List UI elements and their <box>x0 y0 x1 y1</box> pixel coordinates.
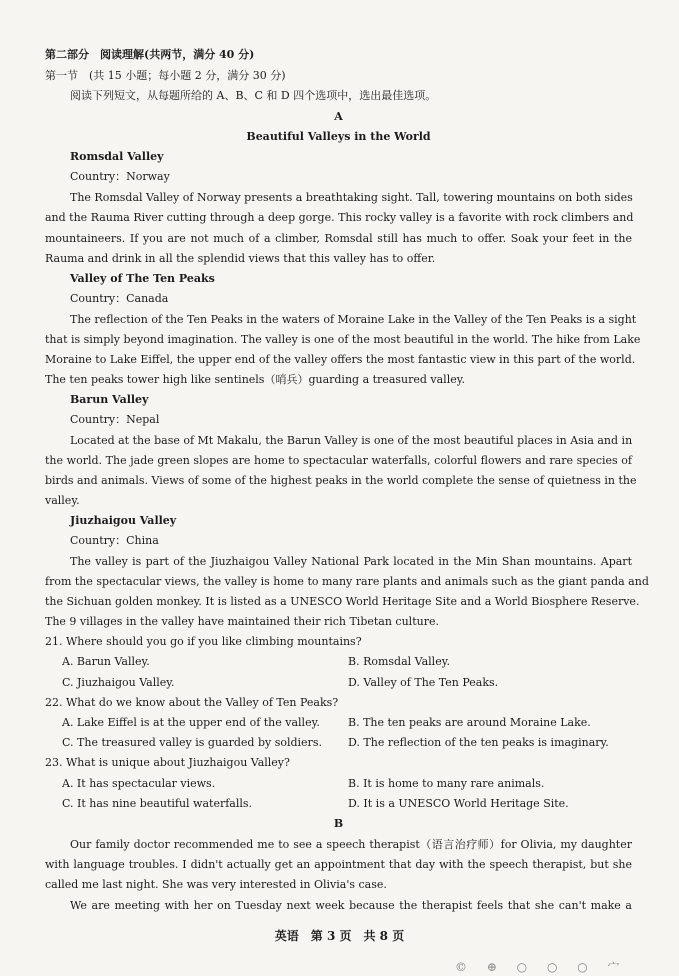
page-footer: 英语 第 3 页 共 8 页 <box>274 929 405 943</box>
option: A. It has spectacular views. <box>62 777 216 790</box>
valley-country: Country：China <box>70 534 159 547</box>
valley-country: Country：Canada <box>70 292 169 305</box>
part-heading: 第二部分 阅读理解(共两节，满分 40 分) <box>45 48 255 61</box>
option: A. Lake Eiffel is at the upper end of the valley. <box>62 716 320 729</box>
paragraph-line: We are meeting with her on Tuesday next week because the therapist feels that she can't make a <box>70 899 632 912</box>
option: D. Valley of The Ten Peaks. <box>348 676 499 689</box>
option: D. The reflection of the ten peaks is imaginary. <box>348 736 609 749</box>
option: B. The ten peaks are around Moraine Lake. <box>348 716 591 729</box>
valley-name: Barun Valley <box>70 393 149 406</box>
passage-a-letter: A <box>334 110 343 123</box>
option: D. It is a UNESCO World Heritage Site. <box>348 797 569 810</box>
valley-country: Country：Nepal <box>70 413 160 426</box>
paragraph-line: Moraine to Lake Eiffel, the upper end of the valley offers the most fantastic view in this part of the world. <box>45 353 636 366</box>
valley-name: Jiuzhaigou Valley <box>70 514 177 527</box>
option: C. It has nine beautiful waterfalls. <box>62 797 253 810</box>
question-stem: 21. Where should you go if you like climbing mountains? <box>45 635 362 648</box>
paragraph-line: called me last night. She was very interested in Olivia's case. <box>45 878 387 891</box>
paragraph-line: the Sichuan golden monkey. It is listed as a UNESCO World Heritage Site and a World Biosphere Reserve. <box>45 595 640 608</box>
paragraph-line: the world. The jade green slopes are home to spectacular waterfalls, colorful flowers and rare species of <box>45 454 632 467</box>
question-stem: 23. What is unique about Jiuzhaigou Valley? <box>45 756 290 769</box>
paragraph-line: that is simply beyond imagination. The valley is one of the most beautiful in the world. The hike from Lake <box>45 333 641 346</box>
option: C. The treasured valley is guarded by soldiers. <box>62 736 322 749</box>
valley-name: Valley of The Ten Peaks <box>70 272 215 285</box>
section-heading: 第一节 (共 15 小题；每小题 2 分，满分 30 分) <box>45 69 286 82</box>
paragraph-line: from the spectacular views, the valley is home to many rare plants and animals such as the giant panda and <box>45 575 649 588</box>
option: B. It is home to many rare animals. <box>348 777 545 790</box>
question-stem: 22. What do we know about the Valley of Ten Peaks? <box>45 696 339 709</box>
paragraph-line: The 9 villages in the valley have maintained their rich Tibetan culture. <box>45 615 439 628</box>
valley-country: Country：Norway <box>70 170 170 183</box>
passage-a-title: Beautiful Valleys in the World <box>246 130 431 143</box>
paragraph-line: The reflection of the Ten Peaks in the waters of Moraine Lake in the Valley of the Ten Peaks is a sight <box>70 313 637 326</box>
paragraph-line: The ten peaks tower high like sentinels（哨兵）guarding a treasured valley. <box>45 373 465 386</box>
paragraph-line: with language troubles. I didn't actually get an appointment that day with the speech therapist, but she <box>45 858 632 871</box>
instruction: 阅读下列短文，从每题所给的 A、B、C 和 D 四个选项中，选出最佳选项。 <box>70 89 437 102</box>
passage-b-letter: B <box>333 817 344 830</box>
paragraph-line: birds and animals. Views of some of the highest peaks in the world complete the sense of quietness in the <box>45 474 637 487</box>
paragraph-line: Rauma and drink in all the splendid views that this valley has to offer. <box>45 252 436 265</box>
paragraph-line: valley. <box>45 494 80 507</box>
corner-marks: © ⊕ ○ ○ ○ 宀 <box>455 960 628 974</box>
option: A. Barun Valley. <box>62 655 150 668</box>
option: C. Jiuzhaigou Valley. <box>62 676 175 689</box>
paragraph-line: mountaineers. If you are not much of a climber, Romsdal still has much to offer. Soak your feet in the <box>45 232 632 245</box>
valley-name: Romsdal Valley <box>70 150 164 163</box>
paragraph-line: The Romsdal Valley of Norway presents a breathtaking sight. Tall, towering mountains on both sides <box>70 191 633 204</box>
option: B. Romsdal Valley. <box>348 655 450 668</box>
paragraph-line: The valley is part of the Jiuzhaigou Valley National Park located in the Min Shan mountains. Apart <box>70 555 632 568</box>
paragraph-line: Located at the base of Mt Makalu, the Barun Valley is one of the most beautiful places in Asia and in <box>70 434 633 447</box>
paragraph-line: Our family doctor recommended me to see a speech therapist（语言治疗师）for Olivia, my daughter <box>70 838 632 851</box>
paragraph-line: and the Rauma River cutting through a deep gorge. This rocky valley is a favorite with rock climbers and <box>45 211 634 224</box>
